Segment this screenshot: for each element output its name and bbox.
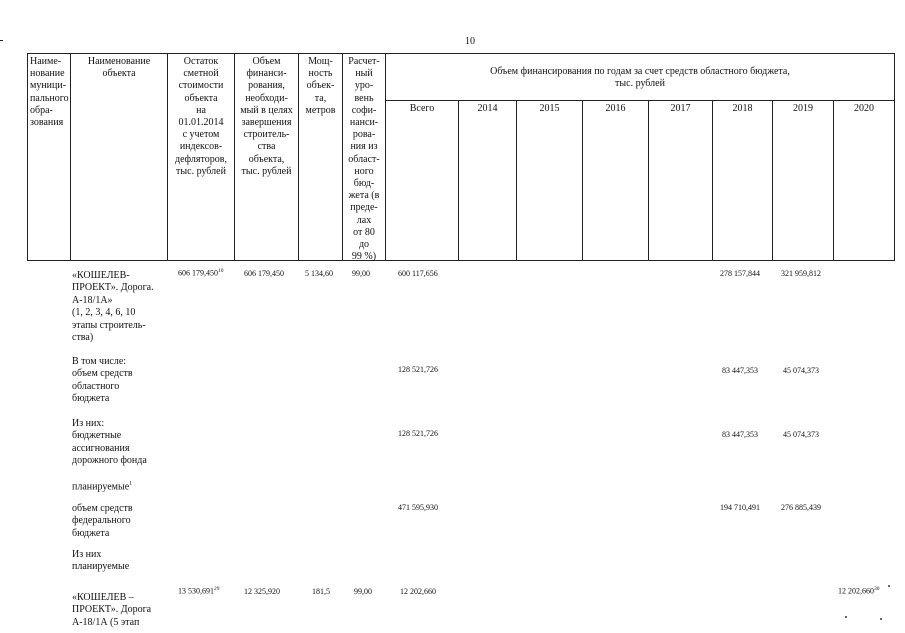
remaining-cost-number: 13 530,691: [178, 586, 214, 596]
vline: [70, 53, 71, 261]
header-financing-volume: Объем финанси- рования, необходи- мый в целях завершения строитель- ства объекта, тыс. рублей: [240, 56, 293, 177]
capacity-value: 181,5: [312, 587, 330, 596]
header-object-name: Наименование объекта: [87, 56, 151, 80]
object-name: Из них: бюджетные ассигнования дорожного фонда: [72, 418, 147, 467]
total-value: 12 202,660: [400, 587, 436, 596]
year-2019-value: 276 885,439: [781, 503, 821, 512]
header-year-2019: 2019: [793, 103, 813, 114]
scan-speck: [845, 616, 847, 618]
remaining-cost-number: 606 179,450: [178, 268, 218, 278]
vline: [894, 53, 895, 261]
financing-volume-value: 606 179,450: [244, 269, 284, 278]
year-2020-number: 12 202,660: [838, 586, 874, 596]
remaining-cost-value: [178, 586, 220, 596]
year-2019-value: 321 959,812: [781, 269, 821, 278]
year-2018-value: 83 447,353: [722, 366, 758, 375]
header-top-border: [27, 53, 895, 54]
cofinancing-level-value: 99,00: [354, 587, 372, 596]
footnote-mark: 1: [129, 481, 133, 487]
object-name: [72, 478, 166, 494]
vline: [582, 100, 583, 261]
header-year-2017: 2017: [670, 103, 691, 114]
footnote-mark: 10: [218, 268, 224, 274]
header-year-2020: 2020: [854, 103, 874, 114]
object-name: Из них планируемые: [72, 549, 130, 573]
years-top-border: [385, 100, 895, 101]
object-name-text: планируемые: [72, 481, 130, 493]
year-2018-value: 278 157,844: [720, 269, 760, 278]
vline: [27, 53, 28, 261]
header-year-2015: 2015: [539, 103, 560, 114]
page-number: 10: [465, 36, 475, 47]
total-value: 471 595,930: [398, 503, 438, 512]
remaining-cost-value: [178, 268, 224, 278]
vline: [648, 100, 649, 261]
cofinancing-level-value: 99,00: [352, 269, 370, 278]
scan-speck: [880, 618, 882, 620]
vline: [772, 100, 773, 261]
financing-volume-value: 12 325,920: [244, 587, 280, 596]
year-2018-value: 83 447,353: [722, 430, 758, 439]
vline: [458, 100, 459, 261]
header-cofinancing-level: Расчет- ный уро- вень софи- нанси- рова- ния из област- ного бюд- жета (в преде- лах от 80 до 99 %): [348, 56, 380, 263]
object-name: В том числе: объем средств областного бюджета: [72, 356, 133, 405]
total-value: 600 117,656: [398, 269, 438, 278]
footnote-mark: 30: [874, 586, 880, 592]
object-name: объем средств федерального бюджета: [72, 503, 133, 539]
year-2019-value: 45 074,373: [783, 430, 819, 439]
header-remaining-cost: Остаток сметной стоимости объекта на 01.01.2014 с учетом индексов- дефляторов, тыс. рублей: [175, 56, 227, 177]
year-2018-value: 194 710,491: [720, 503, 760, 512]
capacity-value: 5 134,60: [305, 269, 333, 278]
header-year-2018: 2018: [732, 103, 753, 114]
vline: [833, 100, 834, 261]
year-2019-value: 45 074,373: [783, 366, 819, 375]
header-year-total: Всего: [409, 103, 435, 114]
header-bottom-border: [27, 260, 895, 261]
margin-mark: [0, 40, 3, 41]
header-capacity: Мощ- ность объек- та, метров: [305, 56, 336, 116]
footnote-mark: 29: [214, 586, 220, 592]
vline: [516, 100, 517, 261]
object-name: «КОШЕЛЕВ – ПРОЕКТ». Дорога А-18/1А (5 этап: [72, 592, 152, 628]
header-municipality: Наиме- нование муници- пального обра- зования: [30, 56, 69, 129]
year-2020-value: [838, 586, 880, 596]
header-group-financing: Объем финансирования по годам за счет средств областного бюджета, тыс. рублей: [490, 66, 790, 90]
total-value: 128 521,726: [398, 429, 438, 438]
total-value: 128 521,726: [398, 365, 438, 374]
object-name: «КОШЕЛЕВ- ПРОЕКТ». Дорога. А-18/1А» (1, 2, 3, 4, 6, 10 этапы строитель- ства): [72, 270, 154, 344]
header-year-2016: 2016: [605, 103, 626, 114]
scan-speck: [888, 585, 890, 587]
vline: [712, 100, 713, 261]
header-year-2014: 2014: [477, 103, 498, 114]
